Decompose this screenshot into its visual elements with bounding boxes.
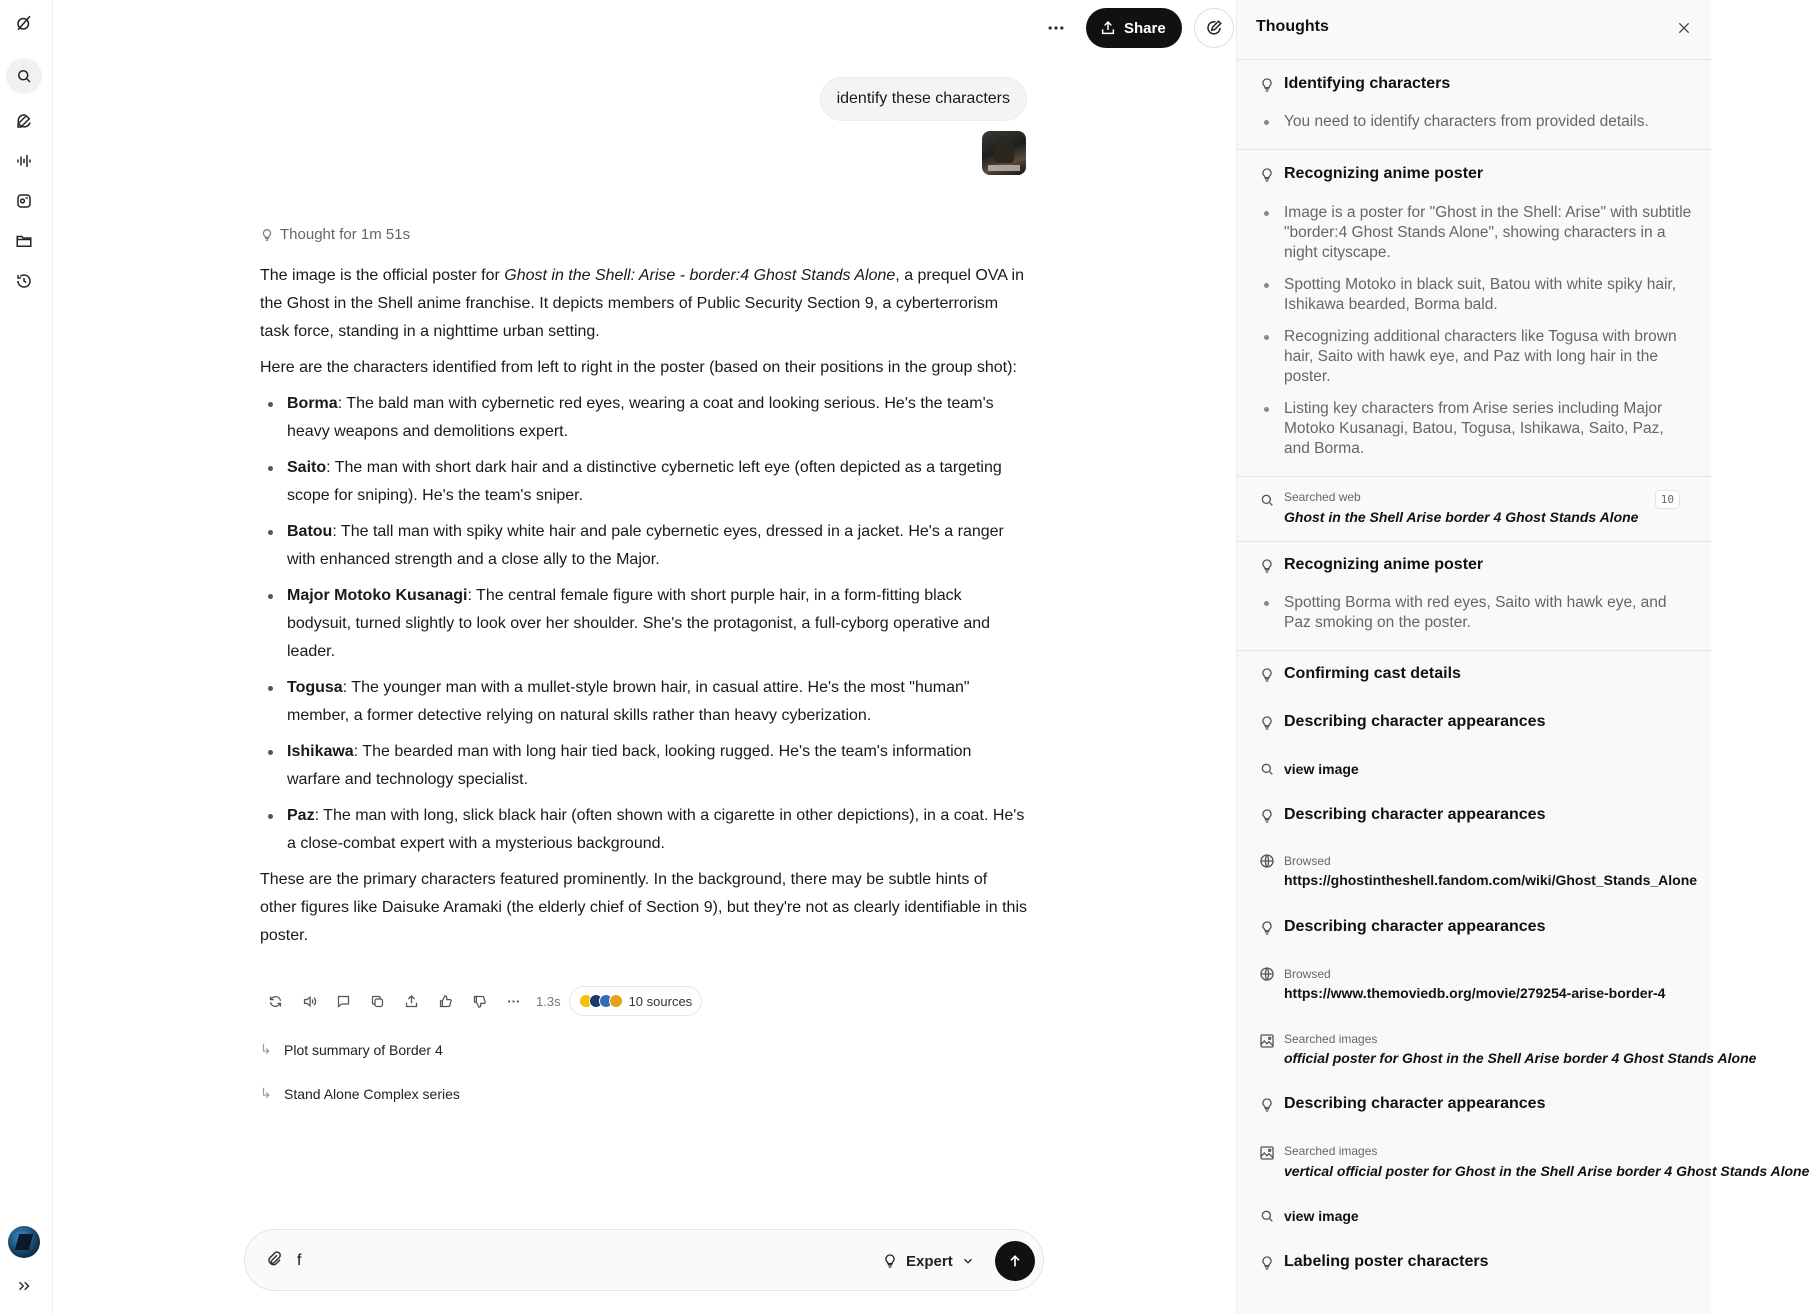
mode-selector[interactable]	[882, 1246, 975, 1276]
copy-button[interactable]	[360, 986, 394, 1016]
list-item: Togusa: The younger man with a mullet-style brown hair, in casual attire. He's the most "human" member, a former detective relying on natural skills rather than heavy cyberization.	[260, 674, 1028, 730]
regenerate-button[interactable]	[258, 986, 292, 1016]
lightbulb-icon	[260, 228, 274, 242]
lightbulb-icon	[1259, 558, 1275, 574]
arrow-up-icon	[1007, 1253, 1023, 1269]
search-icon	[1259, 761, 1275, 777]
new-chat-button[interactable]	[1194, 8, 1234, 48]
list-item: Borma: The bald man with cybernetic red eyes, wearing a coat and looking serious. He's the team's heavy weapons and demolitions expert.	[260, 390, 1028, 446]
left-rail	[0, 0, 53, 1314]
search-icon	[1259, 1208, 1275, 1224]
answer-list-intro: Here are the characters identified from left to right in the poster (based on their positions in the group shot):	[260, 359, 1017, 376]
assistant-answer	[260, 262, 1028, 958]
attached-image-thumbnail[interactable]	[982, 131, 1026, 175]
lightbulb-icon	[1259, 715, 1275, 731]
search-icon[interactable]	[6, 58, 42, 94]
source-favicon	[609, 994, 623, 1008]
divider	[1237, 650, 1712, 651]
expand-icon[interactable]	[10, 1272, 38, 1300]
thoughts-header	[1237, 0, 1712, 60]
lightbulb-icon	[1259, 167, 1275, 183]
followup-suggestion[interactable]: ↳ Plot summary of Border 4	[260, 1041, 443, 1058]
divider	[1237, 149, 1712, 150]
answer-intro: The image is the official poster for Ghost in the Shell: Arise - border:4 Ghost Stands Alone, a prequel OVA in the Ghost in the Shell anime franchise. It depicts members of Public Security Section 9, a cyberterrorism task force, standing in a nighttime urban setting.	[260, 267, 1024, 340]
share-label: Share	[1124, 19, 1166, 37]
lightbulb-icon	[1259, 77, 1275, 93]
divider	[1237, 541, 1712, 542]
share-icon	[404, 994, 419, 1009]
share-response-button[interactable]	[394, 986, 428, 1016]
read-aloud-button[interactable]	[292, 986, 326, 1016]
sources-label: 10 sources	[628, 993, 693, 1009]
thumbs-down-icon	[472, 994, 487, 1009]
list-item: Paz: The man with long, slick black hair (often shown with a cigarette in other depictions), in a coat. He's a close-combat expert with a mysterious background.	[260, 802, 1028, 858]
answer-closing: These are the primary characters featured prominently. In the background, there may be subtle hints of other figures like Daisuke Aramaki (the elderly chief of Section 9), but they're not as clearly identifiable in this poster.	[260, 871, 1027, 944]
followup-suggestion[interactable]: ↳ Stand Alone Complex series	[260, 1085, 460, 1102]
paperclip-icon	[265, 1250, 283, 1268]
thought-toggle[interactable]	[260, 226, 410, 243]
lightbulb-icon	[882, 1253, 898, 1269]
speaker-icon	[302, 994, 317, 1009]
divider	[1237, 476, 1712, 477]
lightbulb-icon	[1259, 667, 1275, 683]
user-message-text: identify these characters	[836, 90, 1010, 107]
send-button[interactable]	[995, 1241, 1035, 1281]
imagine-icon[interactable]	[10, 187, 38, 215]
more-options-button[interactable]	[1038, 10, 1074, 46]
list-item: Major Motoko Kusanagi: The central female figure with short purple hair, in a form-fitting black bodysuit, turned slightly to look over her shoulder. She's the protagonist, a full-cyborg operative and leader.	[260, 582, 1028, 666]
share-icon	[1100, 20, 1116, 36]
copy-icon	[370, 994, 385, 1009]
thought-time: Thought for 1m 51s	[280, 226, 411, 243]
voice-icon[interactable]	[10, 147, 38, 175]
globe-icon	[1259, 853, 1275, 869]
reply-arrow-icon: ↳	[260, 1041, 272, 1057]
message-input[interactable]	[297, 1247, 797, 1275]
close-panel-button[interactable]	[1672, 16, 1696, 40]
image-search-icon	[1259, 1145, 1275, 1161]
more-actions-button[interactable]	[496, 986, 530, 1016]
lightbulb-icon	[1259, 808, 1275, 824]
source-favicons	[579, 994, 623, 1008]
composer	[244, 1229, 1044, 1291]
folder-icon[interactable]	[10, 227, 38, 255]
lightbulb-icon	[1259, 920, 1275, 936]
thoughts-title: Thoughts	[1256, 18, 1329, 35]
ellipsis-icon	[506, 994, 521, 1009]
result-count-badge: 10	[1655, 490, 1680, 509]
thumbs-up-icon	[438, 994, 453, 1009]
top-actions	[1038, 8, 1234, 48]
lightbulb-icon	[1259, 1255, 1275, 1271]
thoughts-panel: Thoughts Identifying characters You need to identify characters from provided details. Recognizing anime poster Image is a poster for "Ghost in the Shell: Arise" with subtitle "border:4 Ghost Stands Alone", showing characters in a night cityscape. Spotting Motoko in black suit, Batou with white spiky hair, Ishikawa bearded, Borma bald. Recognizing additional characters like Togusa with brown hair, Saito with hawk eye, and Paz with long hair in the poster. Listing key characters from Arise series including Major Motoko Kusanagi, Batou, Togusa, Ishikawa, Saito, Paz, and Borma. Searched web Ghost in the Shell Arise border 4 Ghost Stands Alone 10 Recognizing anime poster Spotting Borma with red eyes, Saito with hawk eye, and Paz smoking on the poster. Confirming cast details Describing character appearances view image Describing character appearances Browsed https://ghostintheshell.fandom.com/wiki/Ghost_Stands_Alone Describing character appearances Browsed https://www.themoviedb.org/movie/279254-arise-border-4 Searched images official poster for Ghost in the Shell Arise border 4 Ghost Stands Alone Describing character appearances Searched images vertical official poster for Ghost in the Shell Arise border 4 Ghost Stands Alone view image Labeling poster characters	[1236, 0, 1711, 1314]
character-list	[260, 390, 1028, 858]
globe-icon	[1259, 966, 1275, 982]
avatar[interactable]	[8, 1226, 40, 1258]
mode-label: Expert	[906, 1252, 953, 1270]
list-item: Batou: The tall man with spiky white hair and pale cybernetic eyes, dressed in a jacket. He's a ranger with enhanced strength and a close ally to the Major.	[260, 518, 1028, 574]
dislike-button[interactable]	[462, 986, 496, 1016]
user-message	[820, 77, 1027, 121]
refresh-icon	[268, 994, 283, 1009]
history-icon[interactable]	[10, 267, 38, 295]
like-button[interactable]	[428, 986, 462, 1016]
chat-bubble-icon	[336, 994, 351, 1009]
search-icon	[1259, 492, 1275, 508]
share-button[interactable]	[1086, 8, 1182, 48]
attach-button[interactable]	[265, 1250, 285, 1270]
chevron-down-icon	[961, 1254, 975, 1268]
image-search-icon	[1259, 1033, 1275, 1049]
response-actions	[258, 986, 702, 1016]
list-item: Saito: The man with short dark hair and a distinctive cybernetic left eye (often depicted as a targeting scope for sniping). He's the team's sniper.	[260, 454, 1028, 510]
list-item: Ishikawa: The bearded man with long hair tied back, looking rugged. He's the team's information warfare and technology specialist.	[260, 738, 1028, 794]
lightbulb-icon	[1259, 1097, 1275, 1113]
sources-button[interactable]	[569, 986, 703, 1016]
compose-icon	[1205, 19, 1223, 37]
compose-icon[interactable]	[10, 107, 38, 135]
logo-icon[interactable]	[10, 9, 38, 37]
comment-button[interactable]	[326, 986, 360, 1016]
reply-arrow-icon: ↳	[260, 1085, 272, 1101]
close-icon	[1676, 20, 1692, 36]
response-time: 1.3s	[536, 993, 561, 1009]
